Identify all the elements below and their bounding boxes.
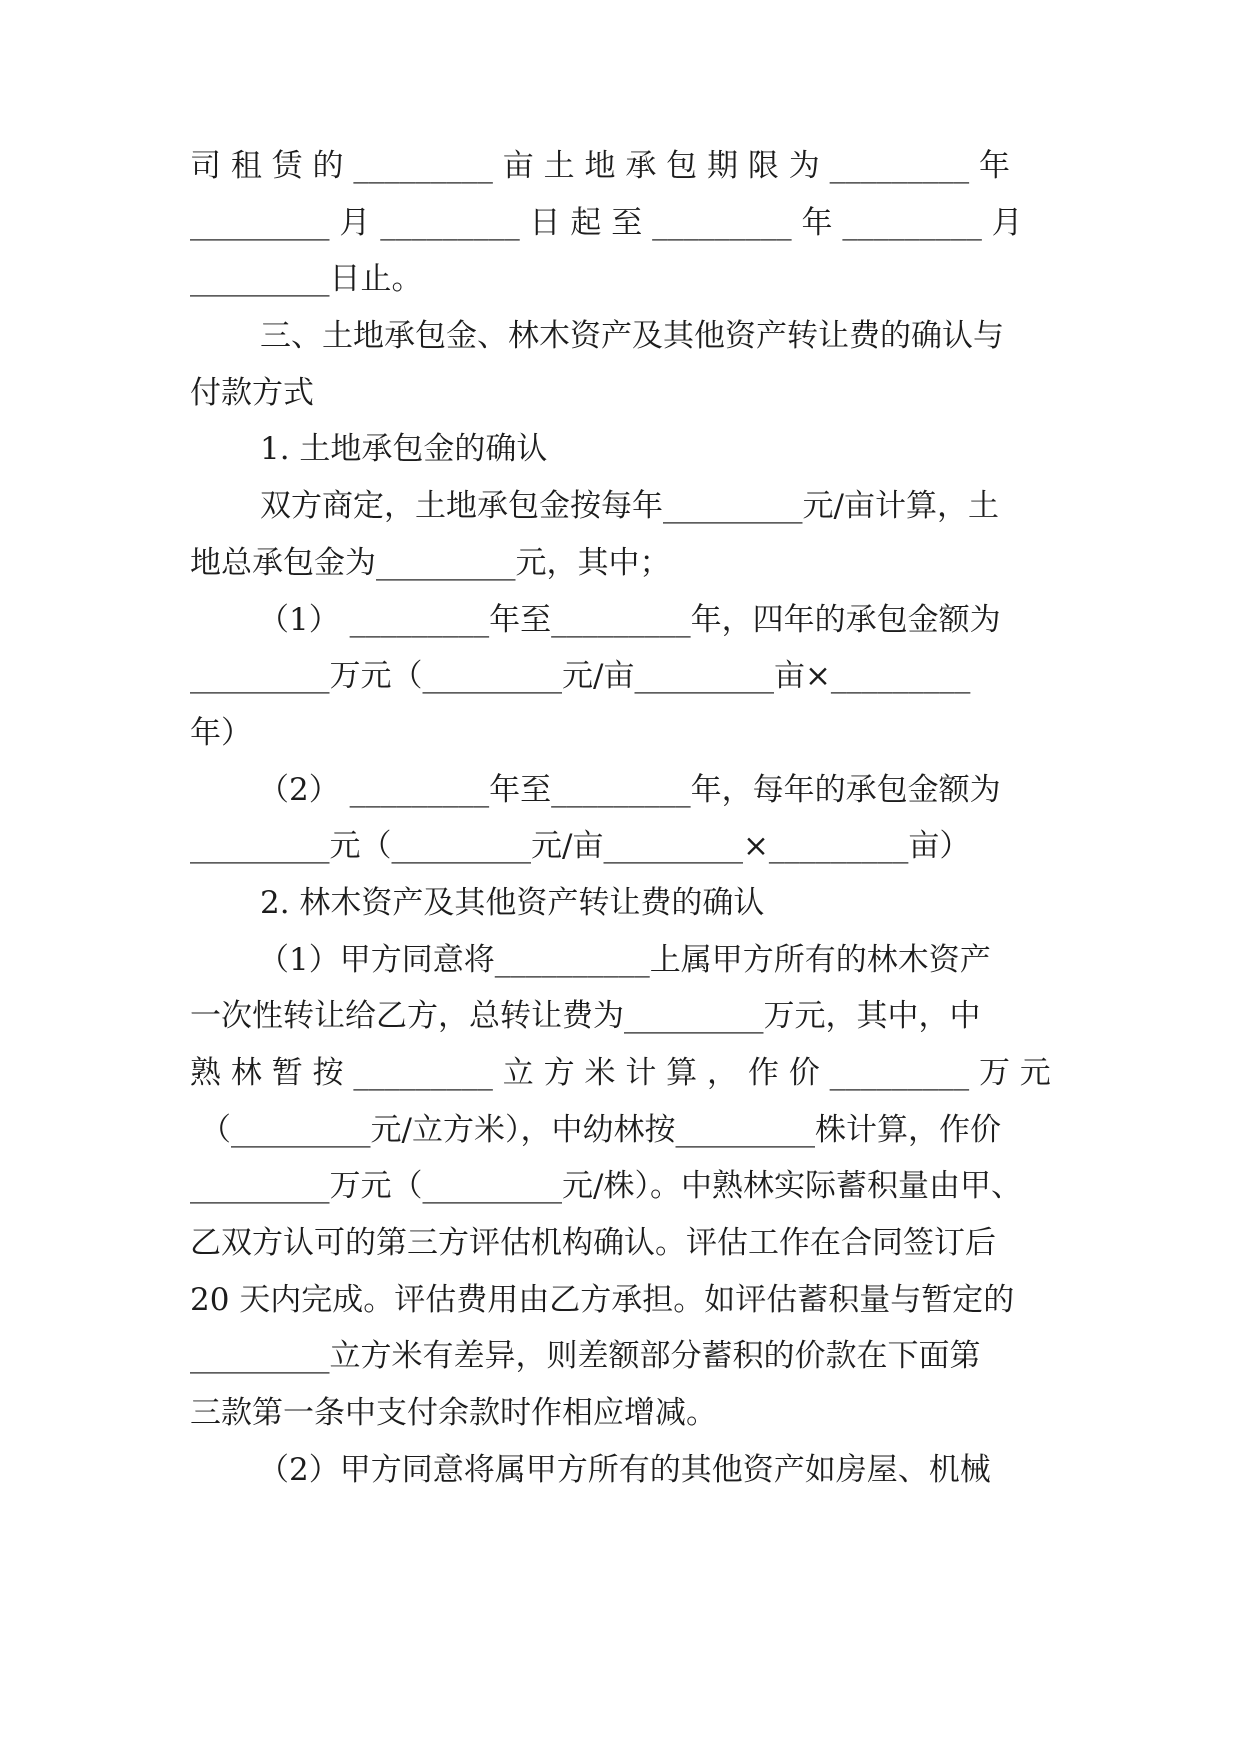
contract-text-line: 乙双方认可的第三方评估机构确认。评估工作在合同签订后 bbox=[190, 1225, 996, 1261]
contract-text-line: _________立方米有差异，则差额部分蓄积的价款在下面第 bbox=[190, 1338, 981, 1374]
subsection-heading: 2. 林木资产及其他资产转让费的确认 bbox=[260, 885, 765, 921]
contract-text-line: （_________元/立方米），中幼林按_________株计算，作价 bbox=[200, 1112, 1001, 1148]
contract-text-line: 熟 林 暂 按 _________ 立 方 米 计 算 ， 作 价 _________ 万 元 bbox=[190, 1055, 1051, 1091]
contract-text-line: （1）甲方同意将__________上属甲方所有的林木资产 bbox=[258, 942, 991, 978]
contract-text-line: 20 天内完成。评估费用由乙方承担。如评估蓄积量与暂定的 bbox=[190, 1282, 1015, 1318]
contract-text-line: 地总承包金为_________元，其中； bbox=[190, 545, 671, 581]
contract-text-line: （2） _________年至_________年，每年的承包金额为 bbox=[258, 772, 1001, 808]
contract-text-line: （1） _________年至_________年，四年的承包金额为 bbox=[258, 602, 1001, 638]
contract-text-line: _________万元（_________元/亩_________亩×_________ bbox=[190, 658, 971, 694]
contract-text-line: （2）甲方同意将属甲方所有的其他资产如房屋、机械 bbox=[258, 1452, 991, 1488]
contract-text-line: _________日止。 bbox=[190, 261, 423, 297]
contract-text-line: 双方商定，土地承包金按每年_________元/亩计算，土 bbox=[260, 488, 999, 524]
subsection-heading: 1. 土地承包金的确认 bbox=[260, 431, 548, 467]
contract-text-line: 三款第一条中支付余款时作相应增减。 bbox=[190, 1395, 717, 1431]
contract-text-line: 一次性转让给乙方，总转让费为_________万元，其中，中 bbox=[190, 998, 981, 1034]
contract-text-line: _________万元（_________元/株）。中熟林实际蓄积量由甲、 bbox=[190, 1168, 1022, 1204]
contract-text-line: _________元（_________元/亩_________×_________亩） bbox=[190, 828, 971, 864]
section-heading: 三、土地承包金、林木资产及其他资产转让费的确认与 bbox=[260, 318, 1004, 354]
contract-text-line: _________ 月 _________ 日 起 至 _________ 年 _________ 月 bbox=[190, 205, 1023, 241]
section-heading: 付款方式 bbox=[190, 375, 314, 411]
contract-text-line: 年） bbox=[190, 715, 252, 751]
contract-text-line: 司 租 赁 的 _________ 亩 土 地 承 包 期 限 为 _________ 年 bbox=[190, 148, 1010, 184]
